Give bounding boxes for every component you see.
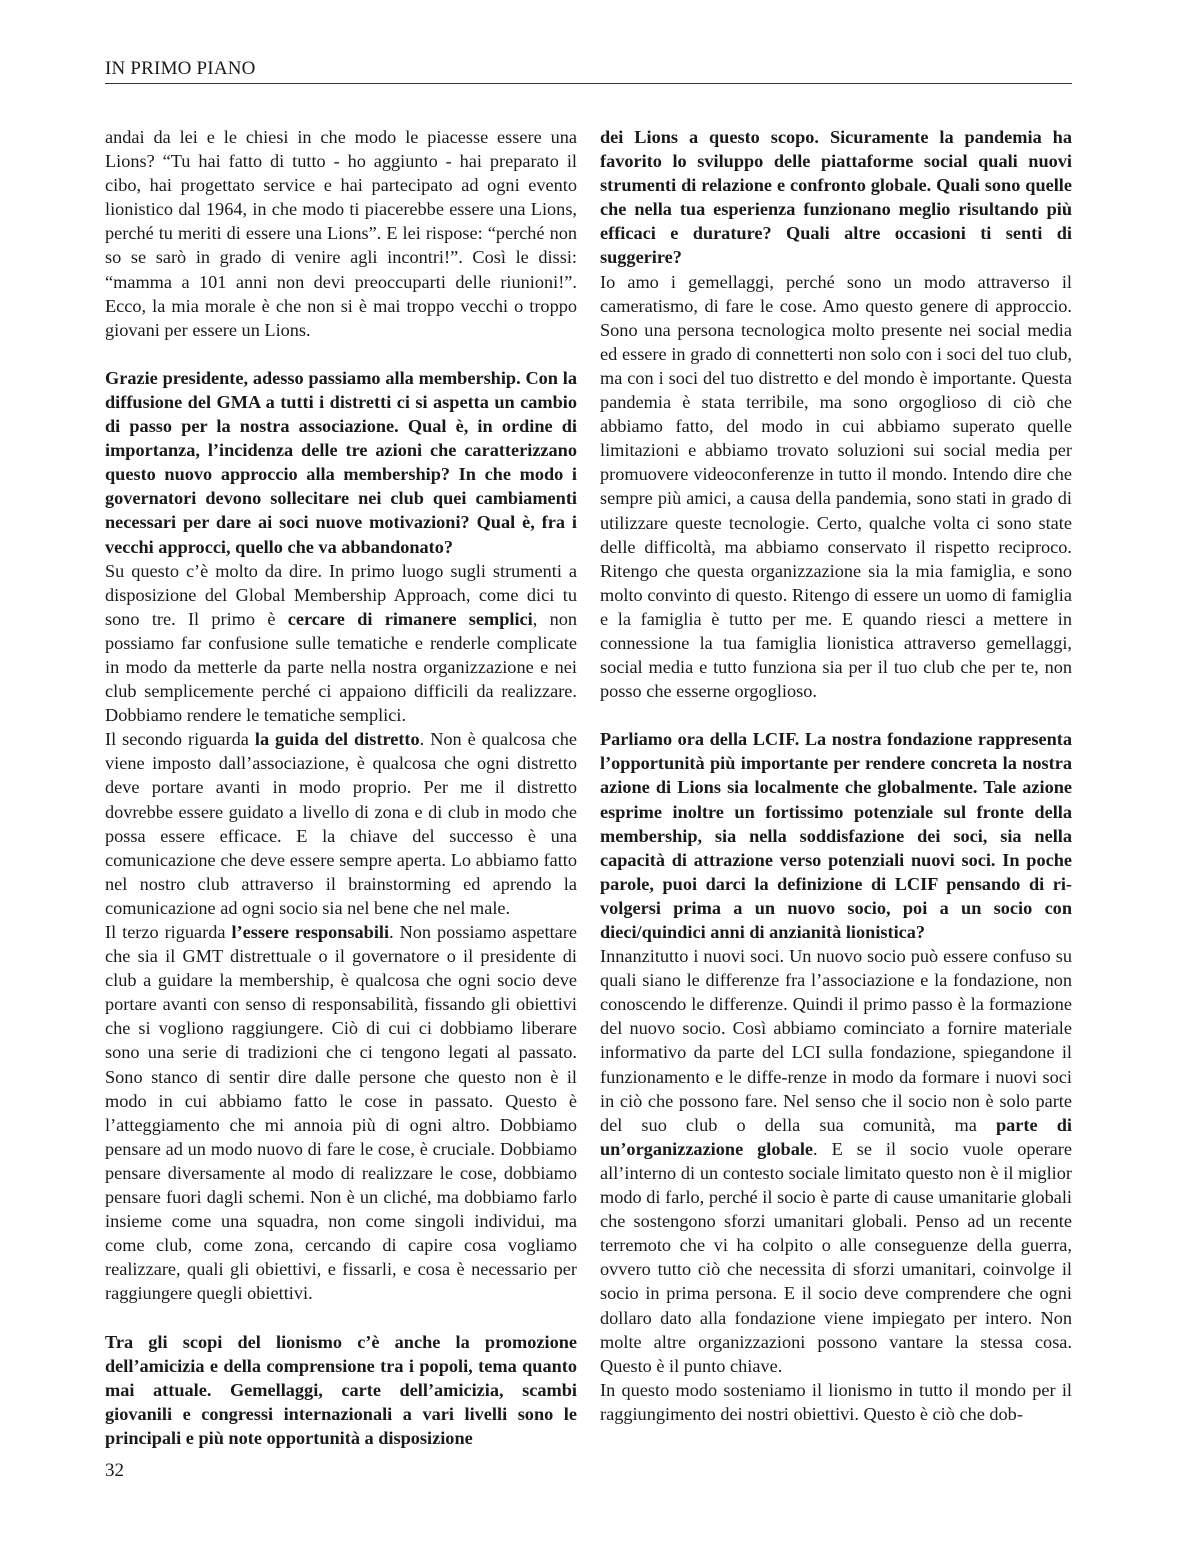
text-run: , non possiamo far confusione sulle tematiche e renderle complicate in modo da metterle da parte nella nostra organizzazione e nei club semplicemente perché ci appaiono difficili da realizzare. Dobbiamo rendere le tematiche semplici. (105, 608, 577, 726)
left-column (105, 125, 577, 1450)
answer-paragraph (105, 920, 577, 1306)
text-run: Il secondo riguarda (105, 729, 255, 750)
header-rule (105, 83, 1072, 84)
interview-question: Grazie presidente, adesso passiamo alla membership. Con la diffusione del GMA a tutti i distretti ci si aspetta un cambio di passo per la nostra associazione. Qual è, in ordine di importanza, l’incidenza delle tre azioni che caratterizzano questo nuovo approccio alla membership? In che modo i governatori devono sollecitare nei club quei cambiamenti necessari per dare ai soci nuove motivazioni? Qual è, fra i vecchi approcci, quello che va abbandonato? (105, 367, 577, 557)
bold-highlight: la guida del distretto (254, 729, 420, 750)
answer-paragraph: In questo modo sosteniamo il lionismo in tutto il mondo per il raggiungimento dei nostri obiettivi. Questo è ciò che dob- (600, 1379, 1072, 1424)
answer-paragraph (105, 727, 577, 920)
text-run: . Non è qualcosa che viene imposto dall’associazione, è qualcosa che ogni distretto deve portare avanti in modo proprio. Per me il distretto dovrebbe essere guidato a livello di zona e di club in modo che possa essere efficace. E la chiave del successo è una comunicazione che deve essere sempre aperta. Lo abbiamo fatto nel nostro club attraverso il brainstorming ed aprendo la comunicazione ad ogni socio sia nel bene che nel male. (105, 729, 577, 918)
page-number: 32 (105, 1460, 124, 1481)
bold-highlight: parte di un’organizzazione globale (600, 1114, 1072, 1159)
text-run: Innanzitutto i nuovi soci. Un nuovo socio può essere confuso su quali siano le differenze fra l’associazione e la fondazione, non conoscendo le differenze. Quindi il primo passo è la formazione del nuovo socio. Così abbiamo cominciato a fornire materiale informativo da parte del LCI sulla fondazione, spiegandone il funzionamento e le diffe-renze in modo da formare i nuovi soci in ciò che possono fare. Nel senso che il socio non è solo parte del suo club o della sua comunità, ma (600, 946, 1072, 1135)
section-header: IN PRIMO PIANO (105, 58, 256, 79)
text-run: . Non possiamo aspettare che sia il GMT distrettuale o il governatore o il presidente di club a guidare la membership, è qualcosa che ogni socio deve portare avanti con senso di responsabilità, fissando gli obiettivi che si vogliono raggiungere. Ciò di cui ci dobbiamo liberare sono una serie di tradizioni che ci tengono legati al passato. Sono stanco di sentir dire dalle persone che questo non è il modo in cui abbiamo fatto le cose in passato. Questo è l’atteggiamento che mi annoia più di ogni altro. Dobbiamo pensare ad un modo nuovo di fare le cose, è cruciale. Dobbiamo pensare diversamente al modo di realizzare le cose, dobbiamo pensare fuori dagli schemi. Non è un cliché, ma dobbiamo farlo insieme come una squadra, non come singoli individui, ma come club, come zona, cercando di capire cosa vogliamo realizzare, quali gli obiettivi, e fissarli, e cosa è necessario per raggiungere quegli obiettivi. (105, 922, 577, 1304)
bold-highlight: cercare di rimanere semplici (287, 608, 533, 629)
text-run: Su questo c’è molto da dire. In primo luogo sugli strumenti a disposizione del Global Membership Approach, come dici tu sono tre. Il primo è (105, 560, 577, 629)
interview-question: dei Lions a questo scopo. Sicuramente la pandemia ha favorito lo sviluppo delle piattaforme social quali nuovi strumenti di relazione e confronto globale. Quali sono quelle che nella tua esperienza funzionano meglio risultando più efficaci e durature? Quali altre occasioni ti senti di suggerire? (600, 127, 1072, 268)
answer-paragraph: Io amo i gemellaggi, perché sono un modo attraverso il cameratismo, di fare le cose. Amo questo genere di approccio. Sono una persona tecnologica molto presente nei social media ed essere in grado di connetterti non solo con i soci del tuo club, ma con i soci del tuo distretto e del mondo è importante. Questa pandemia è stata terribile, ma sono orgoglioso di ciò che abbiamo fatto, del modo in cui abbiamo superato quelle limitazioni e abbiamo trovato soluzioni sui social media per promuovere videoconferenze in tutto il mondo. Intendo dire che sempre più amici, a causa della pandemia, sono stati in grado di utilizzare queste tecnologie. Certo, qualche volta ci sono state delle difficoltà, ma abbiamo conservato il rispetto reciproco. Ritengo che questa organizzazione sia la mia famiglia, e sono molto convinto di questo. Ritengo di essere un uomo di famiglia e la famiglia è tutto per me. E quando riesci a mettere in connessione la tua famiglia lionistica attraverso gemellaggi, social media e tutto funziona sia per il tuo club che per te, non posso che esserne orgoglioso. (600, 271, 1072, 702)
text-run: Il terzo riguarda (105, 922, 232, 942)
text-run: . E se il socio vuole operare all’interno di un contesto sociale limitato questo non è il miglior modo di farlo, perché il socio è parte di cause umanitarie globali che sostengono sforzi umanitari globali. Penso ad un recente terremoto che vi ha colpito o alle conseguenze della guerra, ovvero tutto ciò che necessita di sforzi umanitari, coinvolge il socio in prima persona. E il socio deve comprendere che ogni dollaro dato alla fondazione viene impiegato per intero. Non molte altre organizzazioni possono vantare la stessa cosa. Questo è il punto chiave. (600, 1138, 1072, 1376)
answer-paragraph (105, 559, 577, 728)
right-column (600, 125, 1072, 1426)
answer-paragraph: andai da lei e le chiesi in che modo le piacesse essere una Lions? “Tu hai fatto di tutto - ho aggiunto - hai preparato il cibo, hai progettato service e hai partecipato ad ogni evento lionistico dal 1964, in che modo ti piacerebbe essere una Lions, perché tu meriti di essere una Lions”. E lei rispose: “perché non so se sarò in grado di venire agli incontri!”. Così le dissi: “mamma a 101 anni non devi preoccuparti delle riunioni!”. Ecco, la mia morale è che non si è mai troppo vecchi o troppo giovani per essere un Lions. (105, 127, 577, 340)
bold-highlight: l’essere responsabili (231, 922, 390, 942)
answer-paragraph (600, 944, 1072, 1378)
interview-question: Tra gli scopi del lionismo c’è anche la promozione dell’amicizia e della comprensione tra i popoli, tema quanto mai attuale. Gemellaggi, carte dell’amicizia, scambi giovanili e congressi internazionali a vari livelli sono le principali e più note opportunità a disposizione (105, 1331, 577, 1448)
interview-question: Parliamo ora della LCIF. La nostra fondazione rappresenta l’opportunità più importante per rendere concreta la nostra azione di Lions sia localmente che globalmente. Tale azione esprime inoltre un fortissimo potenziale sul fronte della membership, sia nella soddisfazione dei soci, sia nella capacità di attrazione verso potenziali nuovi soci. In poche parole, puoi darci la definizione di LCIF pensando di ri-volgersi prima a un nuovo socio, poi a un socio con dieci/quindici anni di anzianità lionistica? (600, 729, 1072, 942)
